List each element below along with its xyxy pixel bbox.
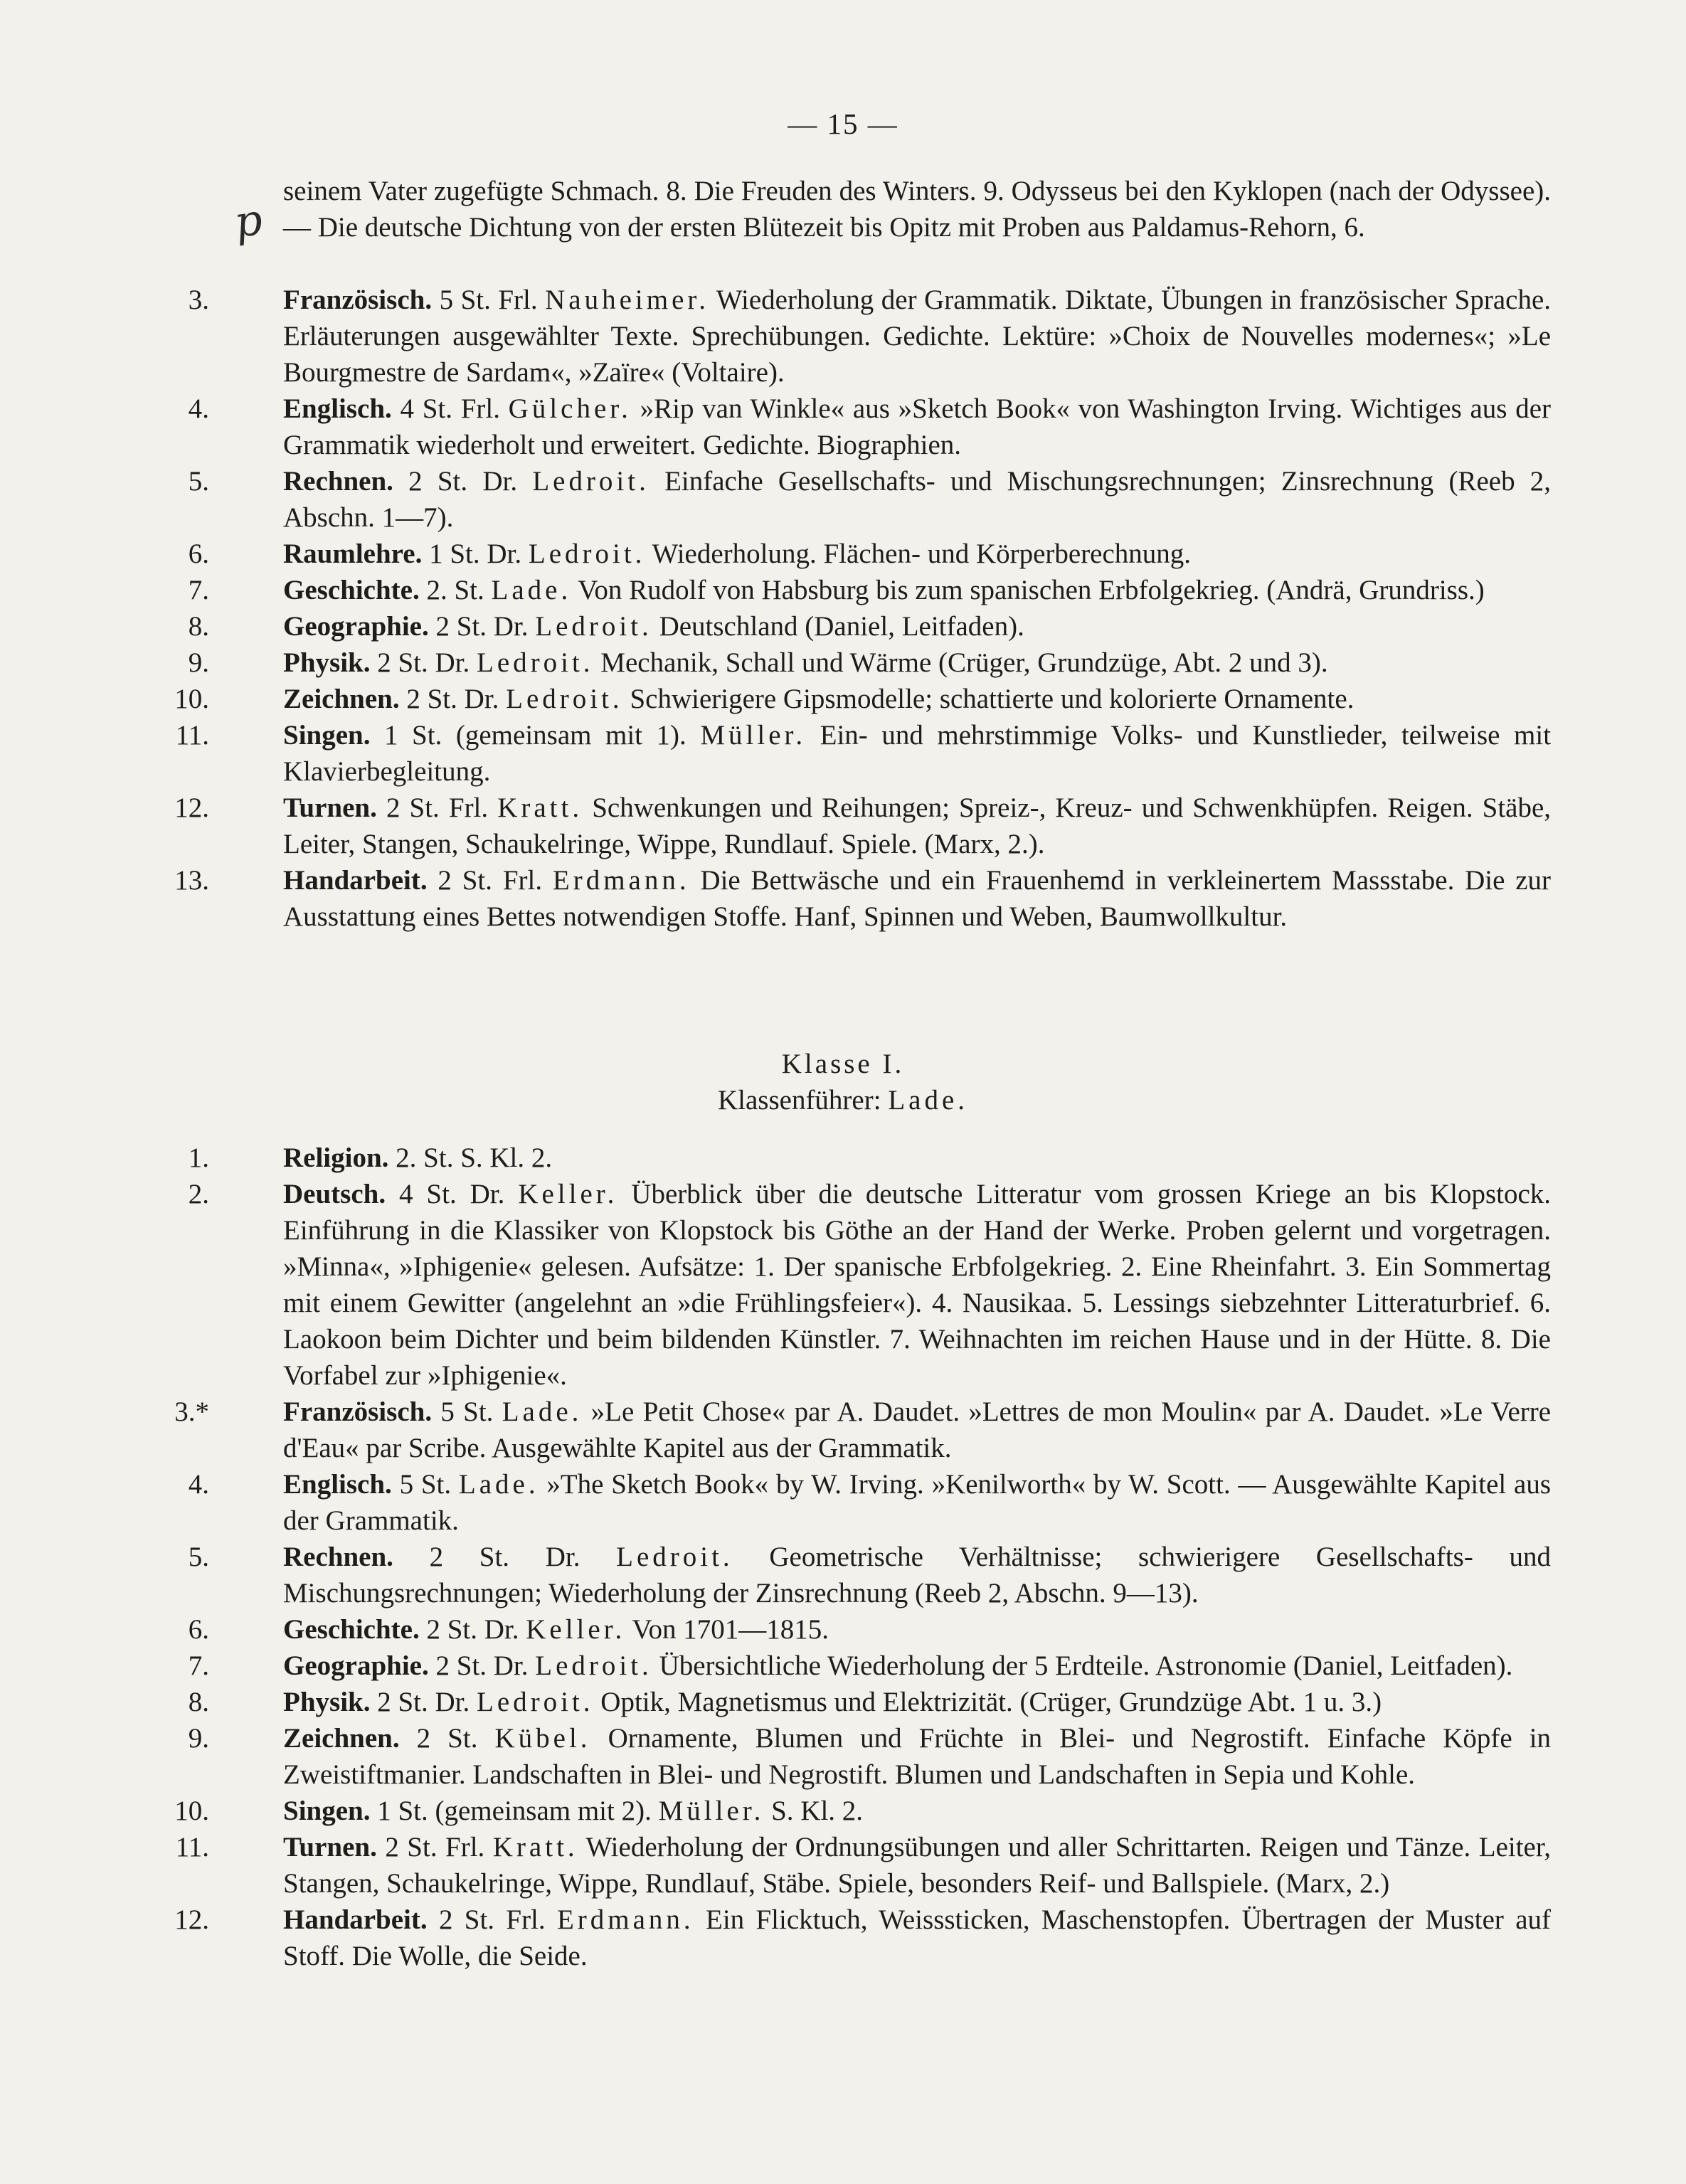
- curriculum-entry: [135, 1394, 1551, 1466]
- subject-name: Geographie.: [283, 611, 429, 642]
- curriculum-entry: [135, 282, 1551, 391]
- curriculum-entry: [135, 1829, 1551, 1902]
- entry-number: 12.: [174, 793, 209, 823]
- teacher-prefix: Frl.: [506, 1904, 546, 1935]
- teacher-name: Lade.: [458, 1469, 539, 1500]
- teacher-name: Ledroit.: [506, 684, 623, 714]
- entry-description: Ornamente, Blumen und Früchte in Blei- und Negrostift. Einfache Köpfe in Zweistiftmanier. Landschaften in Blei- und Negrostift. Blumen und Landschaften in Sepia und Kohle.: [283, 1723, 1552, 1790]
- teacher-prefix: Dr.: [435, 1687, 470, 1717]
- entry-number: 1.: [188, 1143, 209, 1173]
- entry-number: 5.: [188, 1542, 209, 1572]
- hours: 4 St.: [400, 393, 452, 424]
- subject-name: Zeichnen.: [283, 684, 400, 714]
- teacher-prefix: Dr.: [435, 647, 470, 678]
- klasse1-section: [135, 1046, 1551, 1974]
- teacher-prefix: Frl.: [502, 865, 543, 896]
- curriculum-entry: [135, 536, 1551, 572]
- entry-number: 6.: [188, 539, 209, 569]
- entry-description: Überblick über die deutsche Litteratur vom grossen Kriege an bis Klopstock. Einführung in die Klassiker von Klopstock bis Göthe an der Hand der Werke. Proben gelernt und vorgetragen. »Minna«, »Iphigenie« gelesen. Aufsätze: 1. Der spanische Erbfolgekrieg. 2. Eine Rheinfahrt. 3. Ein Sommertag mit einem Gewitter (angelehnt an »die Frühlingsfeier«). 4. Nausikaa. 5. Lessings siebzehnter Litteraturbrief. 6. Laokoon beim Dichter und beim bildenden Künstler. 7. Weihnachten im reichen Hause und in der Hütte. 8. Die Vorfabel zur »Iphigenie«.: [283, 1179, 1552, 1391]
- entry-number: 4.: [188, 1469, 209, 1500]
- section-title: Klasse I.: [781, 1049, 905, 1079]
- entry-description: Ein Flicktuch, Weisssticken, Maschenstopfen. Übertragen der Muster auf Stoff. Die Wolle, die Seide.: [283, 1904, 1552, 1971]
- entry-description: Übersichtliche Wiederholung der 5 Erdteile. Astronomie (Daniel, Leitfaden).: [659, 1650, 1513, 1681]
- subject-name: Religion.: [283, 1143, 389, 1173]
- entry-number: 7.: [188, 1650, 209, 1681]
- entry-number: 4.: [188, 393, 209, 424]
- teacher-prefix: Dr.: [487, 539, 522, 569]
- hours: 5 St.: [399, 1469, 452, 1500]
- entry-number: 11.: [175, 720, 209, 751]
- teacher-name: Gülcher.: [508, 393, 632, 424]
- teacher-prefix: Frl.: [448, 793, 489, 823]
- entry-number: 7.: [188, 575, 209, 605]
- class-leader-line: [135, 1082, 1551, 1118]
- teacher-name: Keller.: [518, 1179, 618, 1209]
- hours: 2 St.: [385, 1832, 438, 1862]
- subject-name: Handarbeit.: [283, 865, 428, 896]
- entry-number: 9.: [188, 1723, 209, 1754]
- teacher-prefix: Dr.: [470, 1179, 505, 1209]
- hours: 5 St.: [440, 1396, 494, 1427]
- entry-number: 2.: [188, 1179, 209, 1209]
- entry-number: 8.: [188, 1687, 209, 1717]
- hours: 2 St.: [435, 1650, 487, 1681]
- entry-number: 10.: [174, 1796, 209, 1826]
- entry-number: 6.: [188, 1614, 209, 1645]
- curriculum-entry: [135, 1140, 1551, 1176]
- subject-name: Raumlehre.: [283, 539, 423, 569]
- hours: 1 St.: [377, 1796, 428, 1826]
- curriculum-entry: [135, 1466, 1551, 1539]
- curriculum-entry: [135, 681, 1551, 717]
- subject-name: Englisch.: [283, 1469, 392, 1500]
- klasse2-curriculum-list: [135, 282, 1551, 935]
- hours: 4 St.: [399, 1179, 457, 1209]
- entry-description: »The Sketch Book« by W. Irving. »Kenilworth« by W. Scott. — Ausgewählte Kapitel aus der Grammatik.: [283, 1469, 1551, 1536]
- hours: 2 St.: [406, 684, 457, 714]
- teacher-prefix: Frl.: [460, 393, 500, 424]
- curriculum-entry: [135, 1539, 1551, 1611]
- subject-name: Geschichte.: [283, 1614, 420, 1645]
- subject-name: Handarbeit.: [283, 1904, 428, 1935]
- entry-description: Mechanik, Schall und Wärme (Crüger, Grundzüge, Abt. 2 und 3).: [600, 647, 1328, 678]
- entry-description: S. Kl. 2.: [460, 1143, 553, 1173]
- curriculum-entry: [135, 717, 1551, 790]
- teacher-name: Keller.: [526, 1614, 626, 1645]
- teacher-name: Lade.: [502, 1396, 583, 1427]
- subject-name: Deutsch.: [283, 1179, 386, 1209]
- entry-description: Deutschland (Daniel, Leitfaden).: [659, 611, 1024, 642]
- hours: 1 St.: [384, 720, 442, 751]
- entry-number: 13.: [174, 865, 209, 896]
- entry-number: 3.*: [174, 1396, 209, 1427]
- entry-number: 11.: [175, 1832, 209, 1862]
- subject-name: Physik.: [283, 1687, 371, 1717]
- curriculum-entry: [135, 608, 1551, 645]
- subject-name: Geographie.: [283, 1650, 429, 1681]
- subject-name: Englisch.: [283, 393, 392, 424]
- subject-name: Französisch.: [283, 1396, 433, 1427]
- teacher-name: Ledroit.: [477, 1687, 594, 1717]
- curriculum-entry: [135, 1176, 1551, 1394]
- entry-description: Einfache Gesellschafts- und Mischungsrechnungen; Zinsrechnung (Reeb 2, Abschn. 1—7).: [283, 466, 1552, 533]
- subject-name: Rechnen.: [283, 466, 393, 497]
- curriculum-entry: [135, 645, 1551, 681]
- teacher-name: Ledroit.: [532, 466, 650, 497]
- teacher-name: Ledroit.: [535, 611, 652, 642]
- entry-description: Wiederholung. Flächen- und Körperberechnung.: [652, 539, 1192, 569]
- hours: 2 St.: [429, 1542, 510, 1572]
- teacher-name: Erdmann.: [556, 1904, 694, 1935]
- teacher-name: Lade.: [491, 575, 572, 605]
- entry-number: 12.: [174, 1904, 209, 1935]
- entry-description: Geometrische Verhältnisse; schwierigere Gesellschafts- und Mischungsrechnungen; Wiederholung der Zinsrechnung (Reeb 2, Abschn. 9—13).: [283, 1542, 1552, 1608]
- subject-name: Zeichnen.: [283, 1723, 400, 1754]
- teacher-name: Müller.: [658, 1796, 765, 1826]
- hours: 2 St.: [416, 1723, 478, 1754]
- curriculum-entry: [135, 1684, 1551, 1720]
- hours: 2 St.: [426, 1614, 477, 1645]
- curriculum-entry: [135, 391, 1551, 463]
- hours: 1 St.: [429, 539, 480, 569]
- teacher-prefix: Frl.: [445, 1832, 485, 1862]
- teacher-name: Nauheimer.: [545, 285, 709, 315]
- entry-description: Wiederholung der Ordnungsübungen und aller Schrittarten. Reigen und Tänze. Leiter, Stangen, Schaukelringe, Wippe, Rundlauf, Stäbe. Spiele, besonders Reif- und Ballspiele. (Marx, 2.): [283, 1832, 1552, 1899]
- teacher-prefix: (gemeinsam mit 2).: [435, 1796, 652, 1826]
- curriculum-entry: [135, 1611, 1551, 1648]
- klasse1-curriculum-list: [135, 1140, 1551, 1974]
- teacher-prefix: Dr.: [493, 1650, 529, 1681]
- hours: 2 St.: [438, 865, 492, 896]
- curriculum-entry: [135, 790, 1551, 862]
- entry-number: 5.: [188, 466, 209, 497]
- section-spacer: [135, 1118, 1551, 1140]
- entry-number: 8.: [188, 611, 209, 642]
- teacher-name: Ledroit.: [528, 539, 646, 569]
- teacher-name: Erdmann.: [552, 865, 690, 896]
- entry-number: 9.: [188, 647, 209, 678]
- curriculum-entry: [135, 463, 1551, 536]
- teacher-name: Kratt.: [492, 1832, 578, 1862]
- subject-name: Französisch.: [283, 285, 433, 315]
- teacher-prefix: Dr.: [493, 611, 529, 642]
- teacher-prefix: Dr.: [484, 1614, 519, 1645]
- continuation-text: seinem Vater zugefügte Schmach. 8. Die Freuden des Winters. 9. Odysseus bei den Kyklopen (nach der Odyssee). — Die deutsche Dichtung von der ersten Blütezeit bis Opitz mit Proben aus Paldamus-Rehorn, 6.: [283, 176, 1551, 243]
- subject-name: Singen.: [283, 1796, 371, 1826]
- curriculum-entry: [135, 1720, 1551, 1793]
- entry-description: S. Kl. 2.: [771, 1796, 864, 1826]
- subject-name: Turnen.: [283, 793, 377, 823]
- teacher-prefix: Dr.: [545, 1542, 580, 1572]
- hours: 2 St.: [438, 1904, 495, 1935]
- hours: 5 St.: [439, 285, 491, 315]
- curriculum-entry: [135, 862, 1551, 935]
- teacher-prefix: Frl.: [498, 285, 538, 315]
- teacher-name: Kratt.: [497, 793, 583, 823]
- entry-description: Ein- und mehrstimmige Volks- und Kunstlieder, teilweise mit Klavierbegleitung.: [283, 720, 1552, 787]
- curriculum-entry: [135, 572, 1551, 608]
- entry-description: Schwenkungen und Reihungen; Spreiz-, Kreuz- und Schwenkhüpfen. Reigen. Stäbe, Leiter, Stangen, Schaukelringe, Wippe, Rundlauf. Spiele. (Marx, 2.).: [283, 793, 1552, 859]
- teacher-name: Ledroit.: [535, 1650, 652, 1681]
- teacher-name: Kübel.: [494, 1723, 591, 1754]
- teacher-prefix: (gemeinsam mit 1).: [455, 720, 686, 751]
- subject-name: Physik.: [283, 647, 371, 678]
- hours: 2 St.: [408, 466, 468, 497]
- entry-description: Von 1701—1815.: [632, 1614, 829, 1645]
- entry-description: Die Bettwäsche und ein Frauenhemd in verkleinertem Massstabe. Die zur Ausstattung eines Bettes notwendigen Stoffe. Hanf, Spinnen und Weben, Baumwollkultur.: [283, 865, 1552, 932]
- entry-description: »Le Petit Chose« par A. Daudet. »Lettres de mon Moulin« par A. Daudet. »Le Verre d'Eau« par Scribe. Ausgewählte Kapitel aus der Grammatik.: [283, 1396, 1552, 1463]
- subject-name: Rechnen.: [283, 1542, 393, 1572]
- hours: 2. St.: [396, 1143, 454, 1173]
- teacher-name: Ledroit.: [477, 647, 594, 678]
- hours: 2 St.: [377, 1687, 428, 1717]
- curriculum-entry: [135, 1902, 1551, 1974]
- teacher-prefix: Dr.: [464, 684, 499, 714]
- subject-name: Geschichte.: [283, 575, 420, 605]
- page-number: — 15 —: [788, 107, 898, 140]
- entry-description: »Rip van Winkle« aus »Sketch Book« von Washington Irving. Wichtiges aus der Grammatik wiederholt und erweitert. Gedichte. Biographien.: [283, 393, 1551, 460]
- class-leader-label: Klassenführer:: [717, 1085, 881, 1115]
- teacher-name: Müller.: [700, 720, 807, 751]
- continuation-paragraph: [135, 173, 1551, 245]
- entry-description: Wiederholung der Grammatik. Diktate, Übungen in französischer Sprache. Erläuterungen ausgewählter Texte. Sprechübungen. Gedichte. Lektüre: »Choix de Nouvelles modernes«; »Le Bourgmestre de Sardam«, »Zaïre« (Voltaire).: [283, 285, 1552, 388]
- hours: 2 St.: [386, 793, 440, 823]
- entry-description: Von Rudolf von Habsburg bis zum spanischen Erbfolgekrieg. (Andrä, Grundriss.): [578, 575, 1485, 605]
- curriculum-entry: [135, 1648, 1551, 1684]
- hours: 2 St.: [435, 611, 487, 642]
- entry-description: Optik, Magnetismus und Elektrizität. (Crüger, Grundzüge Abt. 1 u. 3.): [600, 1687, 1382, 1717]
- teacher-name: Ledroit.: [616, 1542, 733, 1572]
- subject-name: Singen.: [283, 720, 371, 751]
- teacher-prefix: Dr.: [482, 466, 518, 497]
- class-leader-name: Lade.: [888, 1085, 969, 1115]
- margin-annotation: p: [231, 194, 266, 248]
- entry-number: 3.: [188, 285, 209, 315]
- entry-description: Schwierigere Gipsmodelle; schattierte und kolorierte Ornamente.: [630, 684, 1354, 714]
- curriculum-entry: [135, 1793, 1551, 1829]
- hours: 2. St.: [426, 575, 484, 605]
- entry-number: 10.: [174, 684, 209, 714]
- subject-name: Turnen.: [283, 1832, 377, 1862]
- hours: 2 St.: [377, 647, 428, 678]
